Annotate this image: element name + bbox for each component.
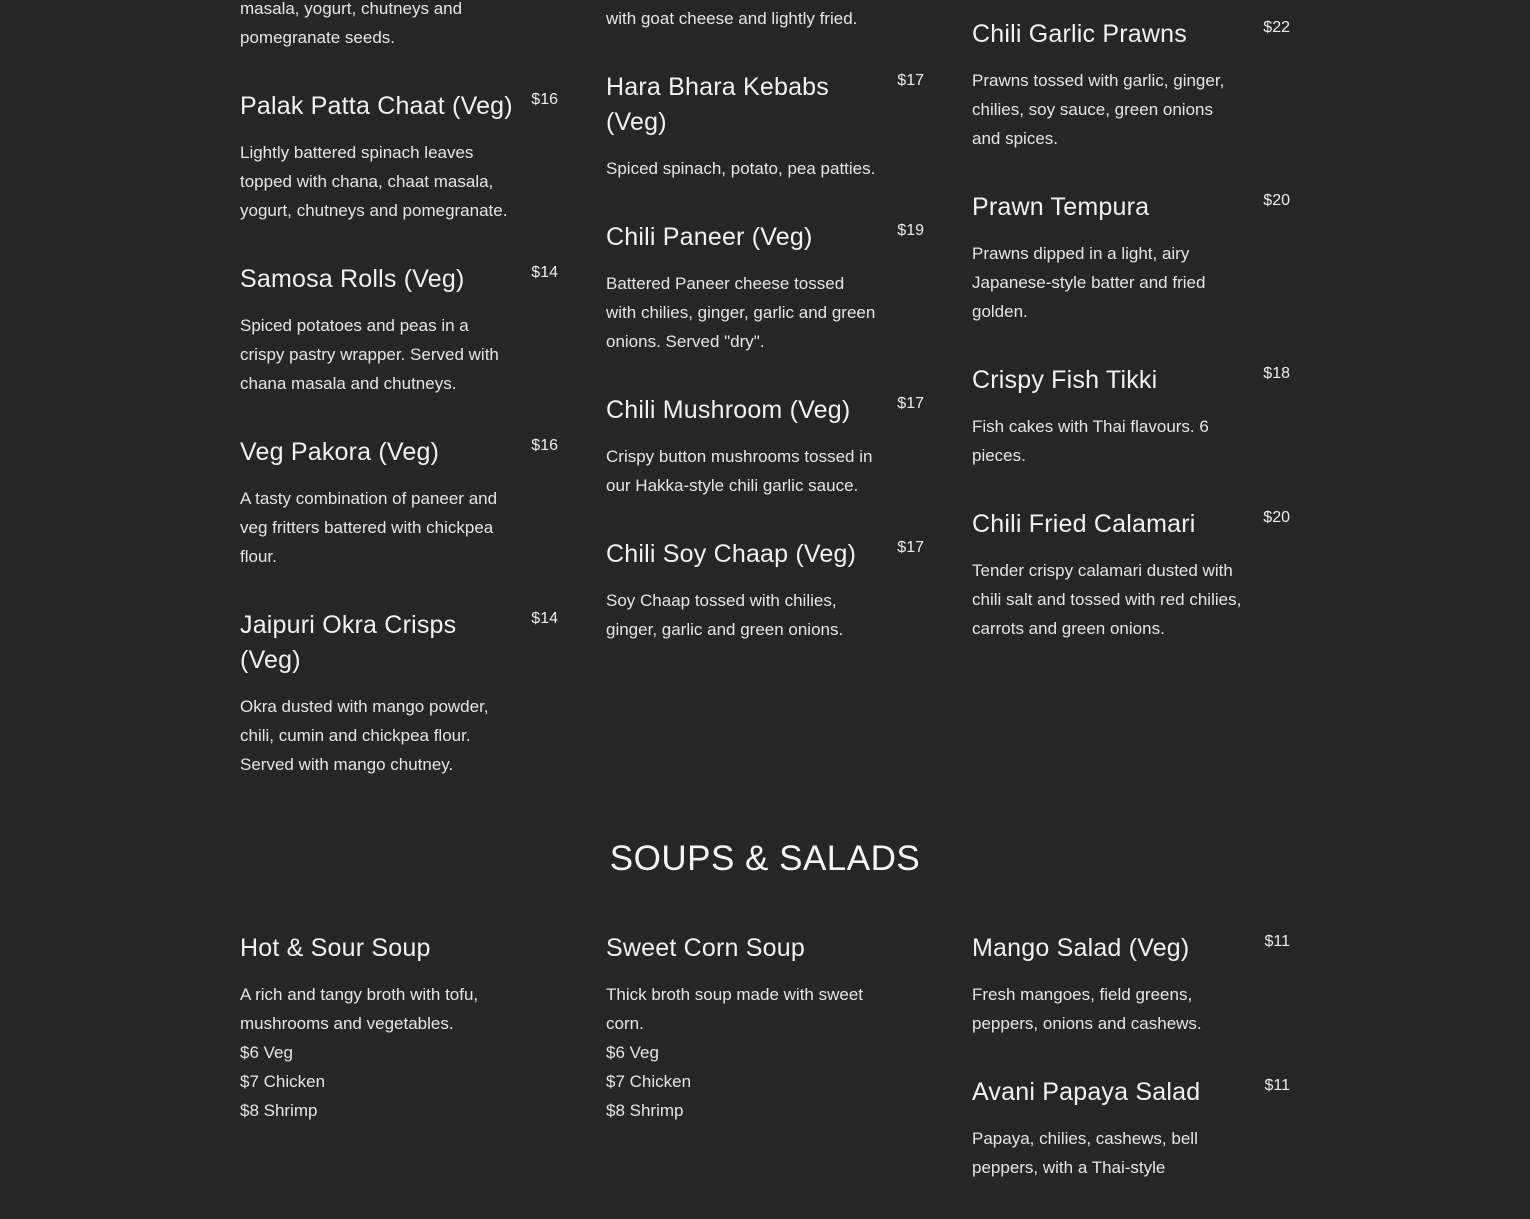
item-description: Soy Chaap tossed with chilies, ginger, garlic and green onions. (606, 591, 844, 639)
item-price: $20 (1263, 192, 1290, 209)
item-description: Crispy button mushrooms tossed in our Hakka-style chili garlic sauce. (606, 447, 873, 495)
menu-item (972, 1075, 1290, 1182)
item-description: with goat cheese and lightly fried. (606, 9, 858, 28)
item-price: $20 (1263, 509, 1290, 526)
menu-item (972, 17, 1290, 153)
item-description: A tasty combination of paneer and veg fritters battered with chickpea flour. (240, 489, 498, 566)
item-description: Spiced potatoes and peas in a crispy pastry wrapper. Served with chana masala and chutneys. (240, 316, 499, 393)
item-description: Prawns tossed with garlic, ginger, chilies, soy sauce, green onions and spices. (972, 71, 1225, 148)
menu-item (972, 363, 1290, 470)
soups-column-1 (240, 931, 558, 1162)
price-option: $7 Chicken (240, 1072, 326, 1091)
item-name: Samosa Rolls (Veg) (240, 265, 465, 293)
menu-item (606, 70, 924, 183)
item-name: Jaipuri Okra Crisps (Veg) (240, 611, 457, 674)
item-name: Crispy Fish Tikki (972, 366, 1158, 394)
item-description: Prawns dipped in a light, airy Japanese-style batter and fried golden. (972, 244, 1206, 321)
item-description: A rich and tangy broth with tofu, mushrooms and vegetables. (240, 985, 479, 1033)
item-description: Tender crispy calamari dusted with chili salt and tossed with red chilies, carrots and green onions. (972, 561, 1242, 638)
item-description: Okra dusted with mango powder, chili, cumin and chickpea flour. Served with mango chutney. (240, 697, 489, 774)
item-name: Chili Soy Chaap (Veg) (606, 540, 857, 568)
item-description: Fresh mangoes, field greens, peppers, onions and cashews. (972, 985, 1202, 1033)
item-price: $17 (897, 395, 924, 412)
menu-item (606, 537, 924, 644)
item-name: Chili Garlic Prawns (972, 20, 1187, 48)
item-name: Hara Bhara Kebabs (Veg) (606, 73, 829, 136)
item-price: $16 (531, 91, 558, 108)
item-name: Palak Patta Chaat (Veg) (240, 92, 513, 120)
menu-item (240, 89, 558, 225)
price-option: $6 Veg (240, 1043, 293, 1062)
menu-item (240, 608, 558, 779)
menu-item (972, 931, 1290, 1038)
item-price: $22 (1263, 19, 1290, 36)
price-option: $8 Shrimp (606, 1101, 684, 1120)
menu-item (240, 435, 558, 571)
menu-item (240, 262, 558, 398)
menu-item (606, 220, 924, 356)
item-description: Thick broth soup made with sweet corn. (606, 985, 864, 1033)
item-name: Chili Paneer (Veg) (606, 223, 813, 251)
soups-column-2 (606, 931, 924, 1162)
item-price: $11 (1264, 1077, 1290, 1094)
item-name: Hot & Sour Soup (240, 934, 431, 962)
item-price: $19 (897, 222, 924, 239)
section-title: SOUPS & SALADS (609, 839, 921, 878)
item-price: $14 (531, 610, 558, 627)
starters-column-3 (972, 17, 1290, 680)
item-description: Spiced spinach, potato, pea patties. (606, 159, 876, 178)
item-name: Mango Salad (Veg) (972, 934, 1190, 962)
item-price: $16 (531, 437, 558, 454)
item-name: Avani Papaya Salad (972, 1078, 1201, 1106)
item-price: $18 (1263, 365, 1290, 382)
price-option: $6 Veg (606, 1043, 659, 1062)
item-name: Prawn Tempura (972, 193, 1150, 221)
menu-item (606, 931, 924, 1125)
item-price: $11 (1264, 933, 1290, 950)
item-description: Papaya, chilies, cashews, bell peppers, with a Thai-style (972, 1129, 1198, 1177)
menu-item (240, 931, 558, 1125)
item-name: Chili Fried Calamari (972, 510, 1196, 538)
item-description: Fish cakes with Thai flavours. 6 pieces. (972, 417, 1209, 465)
item-price: $14 (531, 264, 558, 281)
salads-column-3 (972, 931, 1290, 1219)
starters-column-2 (606, 4, 924, 681)
item-price: $17 (897, 72, 924, 89)
item-name: Chili Mushroom (Veg) (606, 396, 851, 424)
menu-item (972, 507, 1290, 643)
price-option: $7 Chicken (606, 1072, 692, 1091)
item-description: Battered Paneer cheese tossed with chilies, ginger, garlic and green onions. Served "dry". (606, 274, 876, 351)
item-description: masala, yogurt, chutneys and pomegranate seeds. (240, 0, 463, 47)
item-description: Lightly battered spinach leaves topped with chana, chaat masala, yogurt, chutneys and pomegranate. (240, 143, 508, 220)
item-price: $17 (897, 539, 924, 556)
item-name: Veg Pakora (Veg) (240, 438, 440, 466)
menu-item (972, 190, 1290, 326)
item-name: Sweet Corn Soup (606, 934, 805, 962)
menu-item (606, 393, 924, 500)
price-option: $8 Shrimp (240, 1101, 318, 1120)
starters-column-1 (240, 0, 558, 816)
